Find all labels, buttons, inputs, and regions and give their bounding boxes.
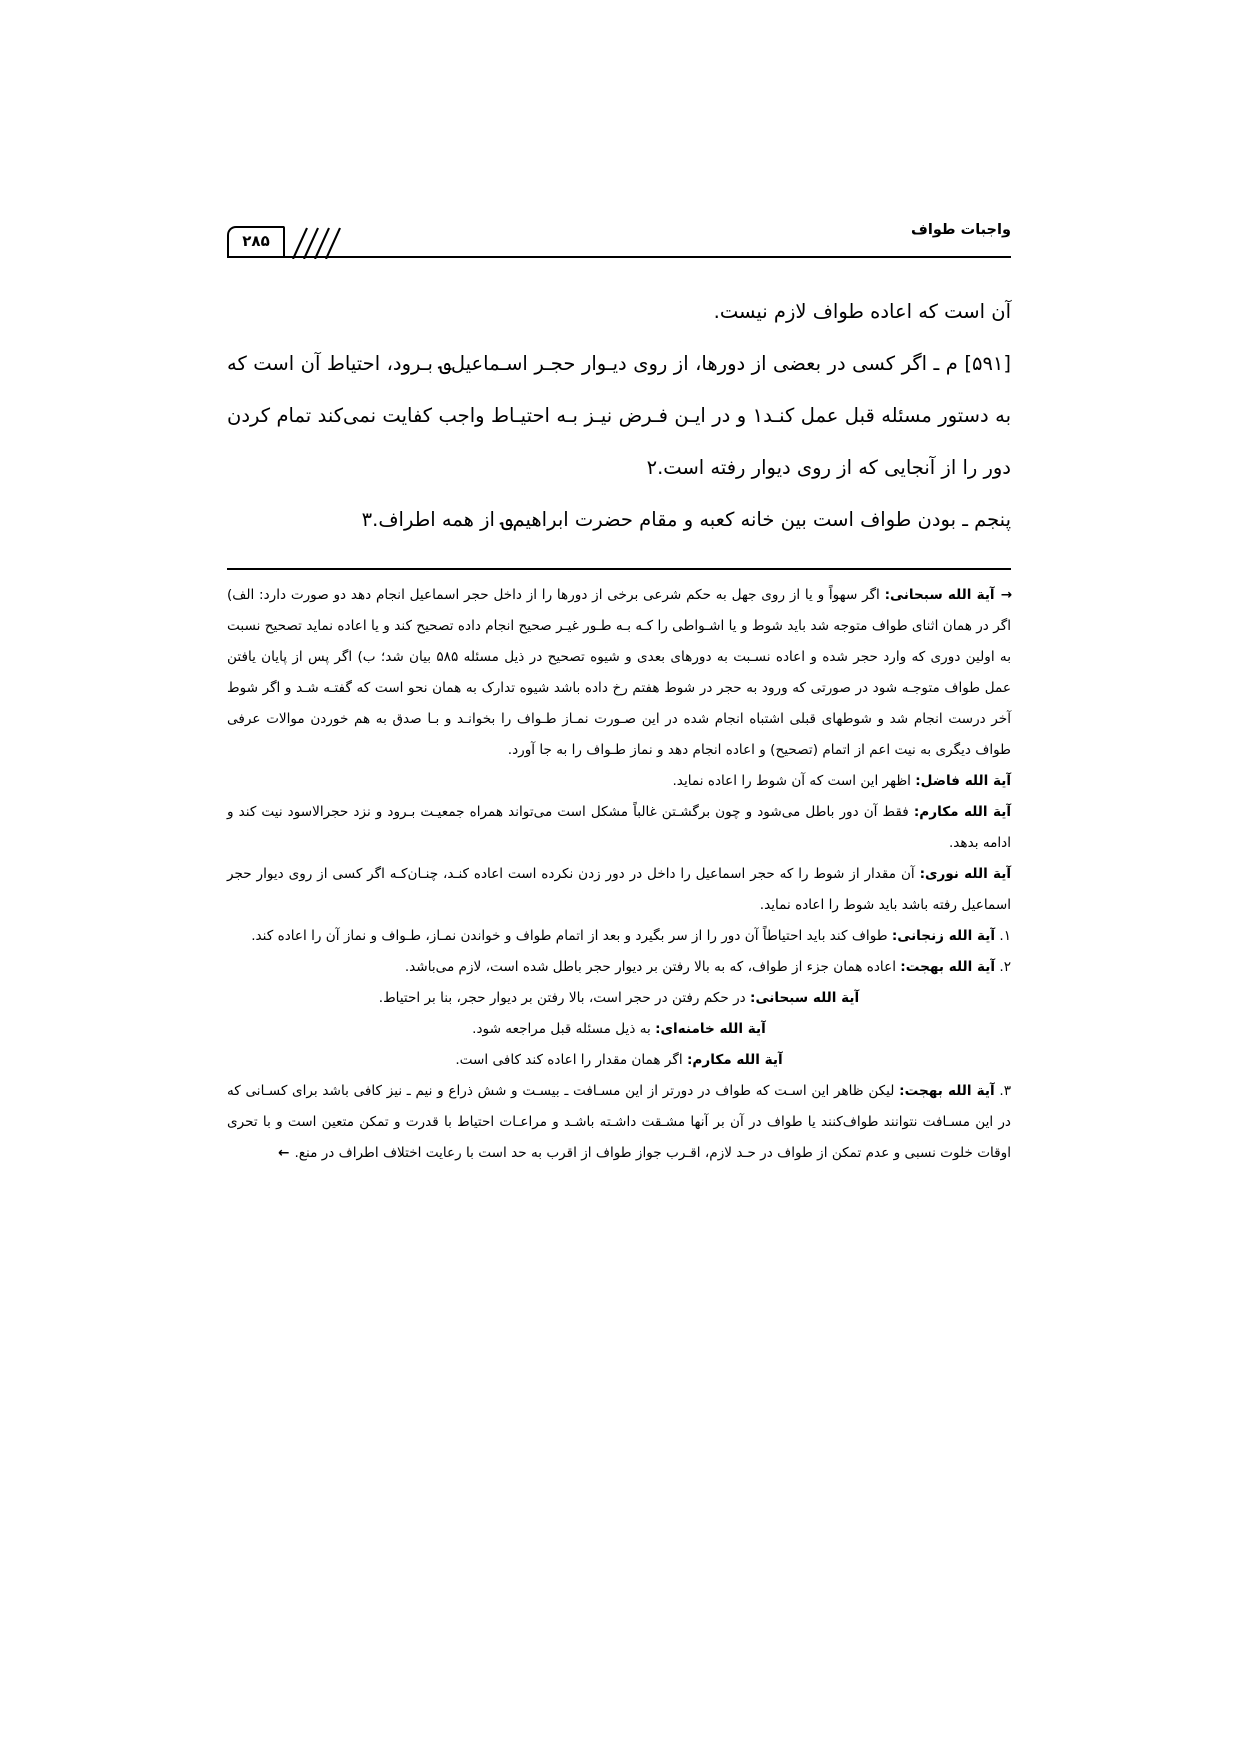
footnote-entry [227, 580, 1011, 766]
footnote-separator [227, 568, 1011, 570]
footnote-authority-name: آیة الله سبحانی: [750, 990, 860, 1006]
footnote-text: طواف کند باید احتیاطاً آن دور را از سر بگیرد و بعد از اتمام طواف و خواندن نمـاز، طـواف و نماز آن را اعاده کند. [251, 928, 888, 944]
footnote-authority-name: آیة الله بهجت: [899, 1083, 995, 1099]
footnote-text: اگر سهواً و یا از روی جهل به حکم شرعی برخی از دورها را از داخل حجر اسماعیل انجام دهد دو صورت دارد: الف) اگر در همان اثنای طواف متوجه شد باید شوط و یا اشـواطی را کـه بـه طـور غیـر صحیح انجام داده تصحیح کند و یا اعاده نماید تصحیح نسبت به اولین دوری که وارد حجر شده و اعاده نسـبت به دورهای بعدی و شیوه تصحیح در ذیل مسئله ۵۸۵ بیان شد؛ ب) اگر پس از پایان یافتن عمل طواف متوجـه شود در صورتی که ورود به حجر در شوط هفتم رخ داده باشد شیوه تدارک به همان نحو است که گفتـه شـد و اگر شوط آخر درست انجام شد و شوطهای قبلی اشتباه انجام شده در این صـورت نمـاز طـواف را بخوانـد و بـا صدق به هم خوردن موالات عرفی طواف دیگری به نیت اعم از اتمام (تصحیح) و اعاده انجام دهد و نماز طـواف را به جا آورد. [227, 587, 1011, 758]
footnote-authority-name: آیة الله بهجت: [900, 959, 996, 975]
footnotes-section [227, 580, 1011, 1169]
footnote-authority-name: آیة الله نوری: [919, 866, 1011, 882]
footnote-entry [227, 797, 1011, 859]
continuation-arrow-icon: → [1000, 587, 1011, 603]
footnote-number: ۲. [999, 959, 1011, 975]
footnote-text: آن مقدار از شوط را که حجر اسماعیل را داخل در دور زدن نکرده است اعاده کنـد، چنـان‌کـه اگر کسی از روی دیوار حجر اسماعیل رفته باشد باید شوط را اعاده نماید. [227, 866, 1011, 913]
footnote-entry [227, 1076, 1011, 1169]
footnote-text: اعاده همان جزء از طواف، که به بالا رفتن بر دیوار حجر باطل شده است، لازم می‌باشد. [404, 959, 896, 975]
slash-decoration-icon [287, 226, 343, 259]
footnote-authority-name: آیة الله فاضل: [915, 773, 1011, 789]
footnote-entry [227, 1014, 1011, 1045]
footnote-authority-name: آیة الله مکارم: [913, 804, 1012, 820]
paragraph-masalah-591: [۵۹۱] م ـ اگر کسی در بعضی از دورها، از روی دیـوار حجـر اسـماعیل؈ بـرود، احتیاط آن است که به دستور مسئله قبل عمل کنـد۱ و در ایـن فـرض نیـز بـه احتیـاط واجب کفایت نمی‌کند تمام کردن دور را از آنجایی که از روی دیوار رفته است.۲ [227, 352, 1011, 479]
header-title: واجبات طواف [911, 222, 1011, 238]
footnote-authority-name: آیة الله زنجانی: [891, 928, 996, 944]
body-text [227, 286, 1011, 546]
footnote-number: ۳. [999, 1083, 1012, 1099]
continuation-arrow-end-icon: ← [278, 1145, 289, 1161]
paragraph-continuation: آن است که اعاده طواف لازم نیست. [713, 300, 1011, 323]
footnote-entry [227, 983, 1011, 1014]
footnote-text: فقط آن دور باطل می‌شود و چون برگشـتن غالباً مشکل است می‌تواند همراه جمعیـت بـرود و نزد حجرالاسود نیت کند و ادامه بدهد. [227, 804, 1011, 851]
header-rule [227, 256, 1011, 258]
footnote-number: ۱. [999, 928, 1011, 944]
footnote-entry [227, 921, 1011, 952]
footnote-text: در حکم رفتن در حجر است، بالا رفتن بر دیوار حجر، بنا بر احتیاط. [378, 990, 746, 1006]
footnote-entry [227, 766, 1011, 797]
page-content [227, 212, 1011, 1169]
footnote-authority-name: آیة الله مکارم: [686, 1052, 783, 1068]
running-header [227, 212, 1011, 270]
footnote-text: اظهر این است که آن شوط را اعاده نماید. [672, 773, 911, 789]
footnote-authority-name: آیة الله خامنه‌ای: [655, 1021, 766, 1037]
folio-marker [227, 224, 345, 258]
paragraph-panjom: پنجم ـ بودن طواف است بین خانه کعبه و مقام حضرت ابراهیم؈ از همه اطراف.۳ [361, 508, 1011, 531]
footnote-text: به ذیل مسئله قبل مراجعه شود. [472, 1021, 651, 1037]
footnote-entry [227, 952, 1011, 983]
footnote-entry [227, 1045, 1011, 1076]
footnote-entry [227, 859, 1011, 921]
footnote-text: لیکن ظاهر این اسـت که طواف در دورتر از این مسـافت ـ بیسـت و شش ذراع و نیم ـ نیز کافی باشد برای کسـانی که در این مسـافت نتوانند طواف‌کنند یا طواف در آن بر آنها مشـقت داشـته باشـد و مراعـات احتیاط با قدرت و تمکن متعین است و با تحری اوقات خلوت نسبی و عدم تمکن از طواف در حـد لازم، اقـرب جواز طواف از اقرب به حد است با رعایت اختلاف اطراف در منع. [227, 1083, 1011, 1161]
page-number: ۲۸۵ [242, 232, 270, 250]
footnote-text: اگر همان مقدار را اعاده کند کافی است. [455, 1052, 683, 1068]
footnote-authority-name: آیة الله سبحانی: [884, 587, 995, 603]
